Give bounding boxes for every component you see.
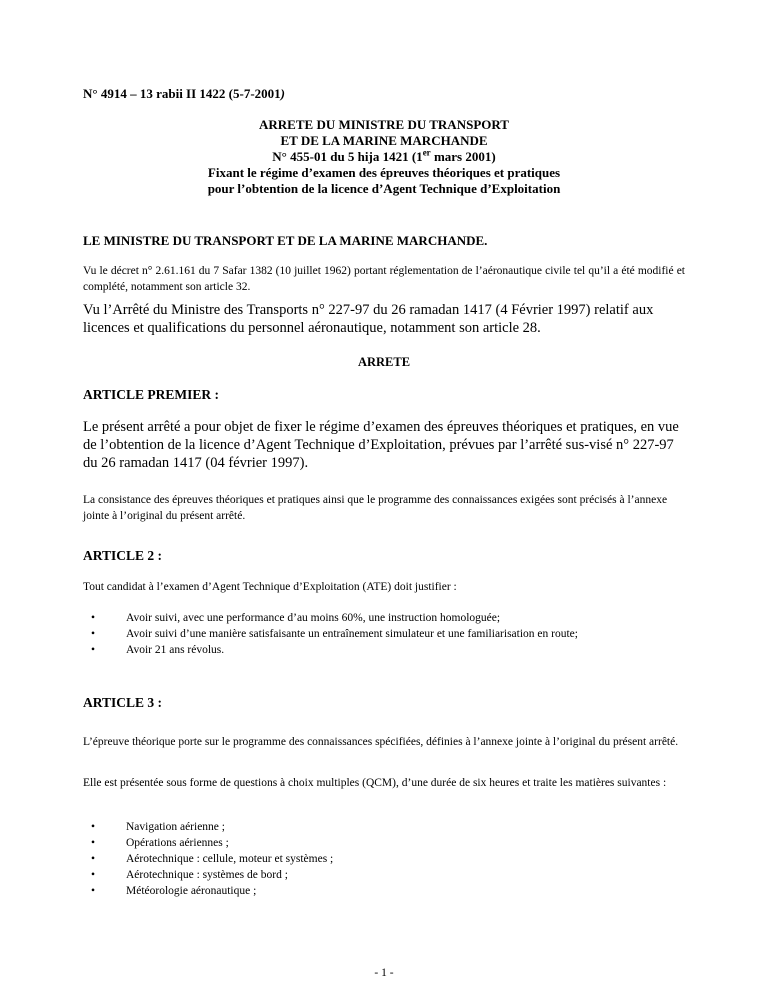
list-item: • Avoir 21 ans révolus.: [91, 644, 225, 656]
title-line-3: N° 455-01 du 5 hija 1421 (1er mars 2001): [272, 147, 496, 164]
article-3-heading: ARTICLE 3 :: [83, 695, 163, 710]
bullet-icon: •: [91, 612, 96, 624]
bullet-icon: •: [91, 644, 96, 656]
title-line-5: pour l’obtention de la licence d’Agent Technique d’Exploitation: [207, 181, 561, 196]
list-item: • Aérotechnique : cellule, moteur et systèmes ;: [91, 853, 334, 865]
article-3-paragraph-2: Elle est présentée sous forme de questions à choix multiples (QCM), d’une durée de six heures et traite les matières suivantes :: [83, 777, 667, 789]
list-item: • Navigation aérienne ;: [91, 821, 225, 833]
article-3-subjects-list: [83, 819, 685, 899]
list-item: • Météorologie aéronautique ;: [91, 885, 257, 897]
article-1-heading: ARTICLE PREMIER :: [83, 387, 220, 402]
title-line-2: ET DE LA MARINE MARCHANDE: [280, 133, 488, 148]
list-item: • Aérotechnique : systèmes de bord ;: [91, 869, 288, 881]
bullet-icon: •: [91, 821, 96, 833]
visa-arrete: Vu l’Arrêté du Ministre des Transports n° 227-97 du 26 ramadan 1417 (4 Février 1997) relatif aux licences et qualifications du personnel aéronautique, notamment son article 28.: [83, 302, 654, 336]
minister-heading: LE MINISTRE DU TRANSPORT ET DE LA MARINE MARCHANDE.: [83, 233, 488, 248]
article-1-paragraph-1: Le présent arrêté a pour objet de fixer le régime d’examen des épreuves théoriques et pratiques, en vue de l’obtention de la licence d’Agent Technique d’Exploitation, prévues par l’arrêté sus-visé n° 227-97 du 26 ramadan 1417 (04 février 1997).: [83, 419, 679, 471]
article-2-requirements-list: [83, 610, 685, 658]
title-line-4: Fixant le régime d’examen des épreuves théoriques et pratiques: [207, 165, 561, 180]
title-line-1: ARRETE DU MINISTRE DU TRANSPORT: [259, 117, 509, 132]
list-item: • Avoir suivi d’une manière satisfaisante un entraînement simulateur et une familiarisation en route;: [91, 628, 578, 640]
bullet-icon: •: [91, 837, 96, 849]
article-3-paragraph-1: L’épreuve théorique porte sur le programme des connaissances spécifiées, définies à l’annexe jointe à l’original du présent arrêté.: [83, 736, 679, 748]
page-number: - 1 -: [374, 967, 394, 979]
decree-title: [83, 117, 685, 197]
document-reference: N° 4914 – 13 rabii II 1422 (5-7-2001): [83, 86, 286, 101]
article-2-heading: ARTICLE 2 :: [83, 548, 163, 563]
article-1-paragraph-2: La consistance des épreuves théoriques et pratiques ainsi que le programme des connaissances exigées sont précisés à l’annexe jointe à l’original du présent arrêté.: [83, 494, 668, 522]
bullet-icon: •: [91, 885, 96, 897]
list-item: • Avoir suivi, avec une performance d’au moins 60%, une instruction homologuée;: [91, 612, 501, 624]
bullet-icon: •: [91, 853, 96, 865]
bullet-icon: •: [91, 628, 96, 640]
visa-decree: Vu le décret n° 2.61.161 du 7 Safar 1382 (10 juillet 1962) portant réglementation de l’aéronautique civile tel qu’il a été modifié et complété, notamment son article 32.: [83, 265, 685, 293]
list-item: • Opérations aériennes ;: [91, 837, 229, 849]
bullet-icon: •: [91, 869, 96, 881]
article-2-intro: Tout candidat à l’examen d’Agent Technique d’Exploitation (ATE) doit justifier :: [83, 581, 457, 593]
arrete-heading: ARRETE: [357, 355, 411, 369]
